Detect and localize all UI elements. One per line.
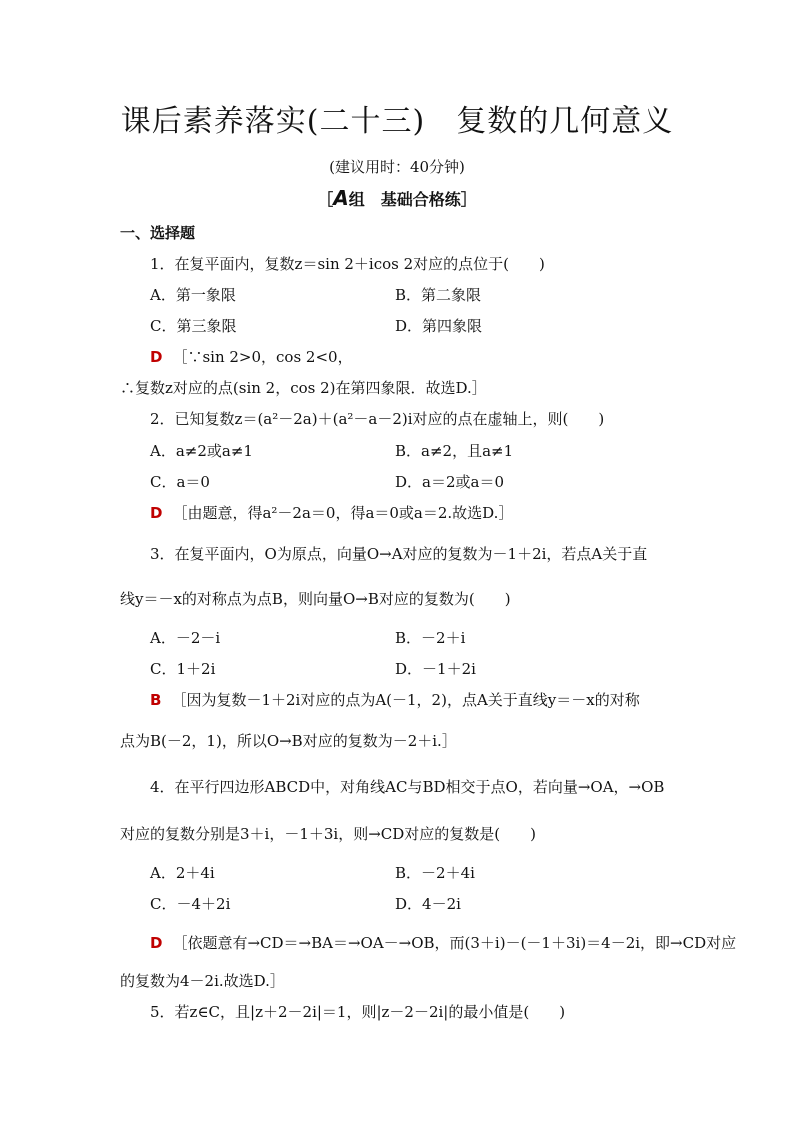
q1-explain-2: ∴复数z对应的点(sin 2，cos 2)在第四象限．故选D.］ [120,379,487,397]
q4-option-b: B．－2＋4i [395,864,475,882]
q1-answer: D [150,348,163,366]
q1-explain-1: ［∵sin 2>0，cos 2<0， [172,348,353,366]
q1-stem: 1．在复平面内，复数z＝sin 2＋icos 2对应的点位于( ) [150,255,545,273]
q3-option-a: A．－2－i [150,629,221,647]
q1-option-a: A．第一象限 [150,286,236,304]
q2-stem: 2．已知复数z＝(a²－2a)＋(a²－a－2)i对应的点在虚轴上，则( ) [150,410,605,428]
section-heading: 一、选择题 [120,224,196,242]
q3-explain-1: ［因为复数－1＋2i对应的点为A(－1，2)，点A关于直线y＝－x的对称 [171,691,640,709]
q1-explanation [150,346,353,367]
group-bracket-close: ］ [460,190,477,209]
q1-option-d: D．第四象限 [395,317,483,335]
q3-stem-2: 线y＝－x的对称点为点B，则向量O→B对应的复数为( ) [120,590,511,608]
q4-explain-1: ［依题意有→CD＝→BA＝→OA－→OB，而(3＋i)－(－1＋3i)＝4－2i，即→CD对应 [172,934,737,952]
q4-answer: D [150,934,163,952]
q3-option-d: D．－1＋2i [395,660,476,678]
q1-option-b: B．第二象限 [395,286,482,304]
q4-explain-2: 的复数为4－2i.故选D.］ [120,972,285,990]
q2-explanation [150,502,513,523]
q2-option-a: A．a≠2或a≠1 [150,442,253,460]
q2-option-b: B．a≠2，且a≠1 [395,442,514,460]
q3-option-b: B．－2＋i [395,629,466,647]
q4-stem-2: 对应的复数分别是3＋i，－1＋3i，则→CD对应的复数是( ) [120,825,537,843]
group-heading [0,186,794,210]
group-bracket-open: ［ [317,190,334,209]
q4-option-a: A．2＋4i [150,864,215,882]
group-letter: A [333,186,349,210]
q3-answer: B [150,691,162,709]
q2-answer: D [150,504,163,522]
page-title: 课后素养落实(二十三) 复数的几何意义 [120,104,674,139]
time-note: (建议用时：40分钟) [329,158,465,176]
q3-explanation [150,689,640,710]
q2-option-c: C．a＝0 [150,473,210,491]
q2-explain-1: ［由题意，得a²－2a＝0，得a＝0或a＝2.故选D.］ [172,504,514,522]
group-label: 组 基础合格练 [348,190,461,209]
q4-stem-1: 4．在平行四边形ABCD中，对角线AC与BD相交于点O，若向量→OA，→OB [150,778,665,796]
q5-stem: 5．若z∈C，且|z＋2－2i|＝1，则|z－2－2i|的最小值是( ) [150,1003,566,1021]
q3-explain-2: 点为B(－2，1)，所以O→B对应的复数为－2＋i.］ [120,732,457,750]
q4-explanation [150,932,736,953]
q3-stem-1: 3．在复平面内，O为原点，向量O→A对应的复数为－1＋2i，若点A关于直 [150,545,648,563]
q4-option-d: D．4－2i [395,895,461,913]
q4-option-c: C．－4＋2i [150,895,231,913]
q1-option-c: C．第三象限 [150,317,237,335]
q2-option-d: D．a＝2或a＝0 [395,473,504,491]
q3-option-c: C．1＋2i [150,660,216,678]
